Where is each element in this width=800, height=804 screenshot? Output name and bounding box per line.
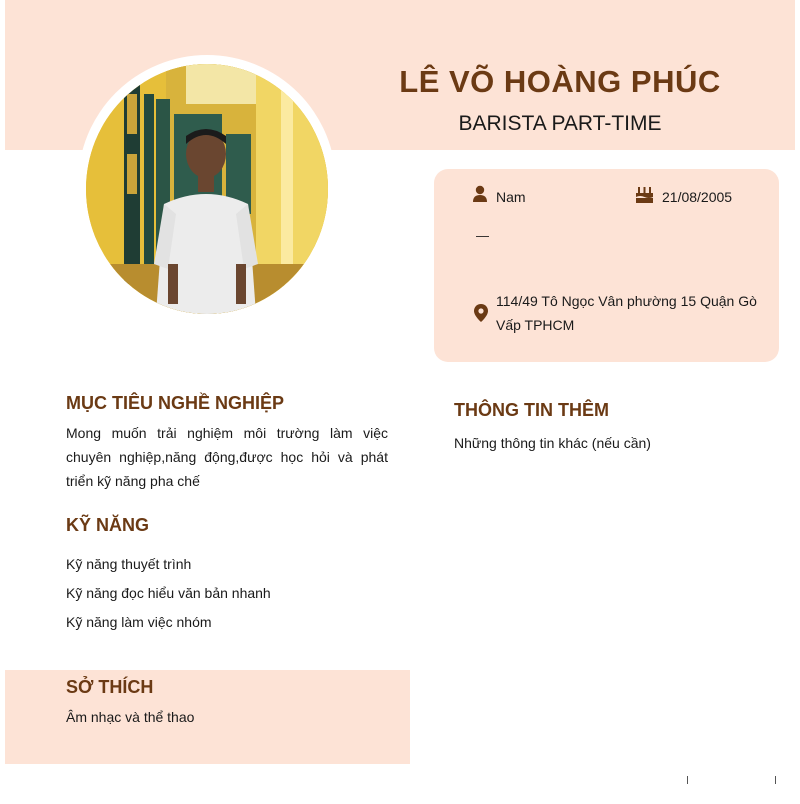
dash-value: — bbox=[476, 228, 489, 243]
objective-text: Mong muốn trải nghiệm môi trường làm việc chuyên nghiệp,năng động,được học hỏi và phát triển kỹ năng pha chế bbox=[66, 425, 388, 489]
objective-title: MỤC TIÊU NGHỀ NGHIỆP bbox=[66, 393, 285, 413]
address-value: 114/49 Tô Ngọc Vân phường 15 Quận Gò Vấp TPHCM bbox=[496, 293, 757, 333]
avatar bbox=[86, 64, 328, 314]
personal-info-card bbox=[434, 169, 779, 362]
gender-row bbox=[472, 185, 526, 209]
gender-value: Nam bbox=[496, 189, 526, 205]
dash-row bbox=[476, 228, 489, 243]
skill-item: Kỹ năng đọc hiểu văn bản nhanh bbox=[66, 585, 271, 601]
skills-title: KỸ NĂNG bbox=[66, 515, 150, 535]
map-marker-icon bbox=[474, 304, 488, 322]
avatar-photo bbox=[86, 64, 328, 314]
page-mark-right bbox=[775, 776, 776, 784]
job-title: BARISTA PART-TIME bbox=[458, 112, 662, 135]
candidate-name: LÊ VÕ HOÀNG PHÚC bbox=[399, 64, 721, 99]
hobbies-text: Âm nhạc và thể thao bbox=[66, 709, 195, 725]
address-row bbox=[474, 289, 764, 337]
skill-item: Kỹ năng làm việc nhóm bbox=[66, 614, 212, 630]
birthday-cake-icon bbox=[635, 185, 654, 203]
page-mark-left bbox=[687, 776, 688, 784]
extra-info-text: Những thông tin khác (nếu cần) bbox=[454, 435, 651, 451]
birthdate-row bbox=[635, 185, 732, 209]
birthdate-value: 21/08/2005 bbox=[662, 189, 733, 205]
skill-item: Kỹ năng thuyết trình bbox=[66, 556, 192, 572]
hobbies-title: SỞ THÍCH bbox=[66, 677, 154, 697]
extra-info-title: THÔNG TIN THÊM bbox=[454, 400, 609, 420]
user-icon bbox=[472, 185, 488, 203]
